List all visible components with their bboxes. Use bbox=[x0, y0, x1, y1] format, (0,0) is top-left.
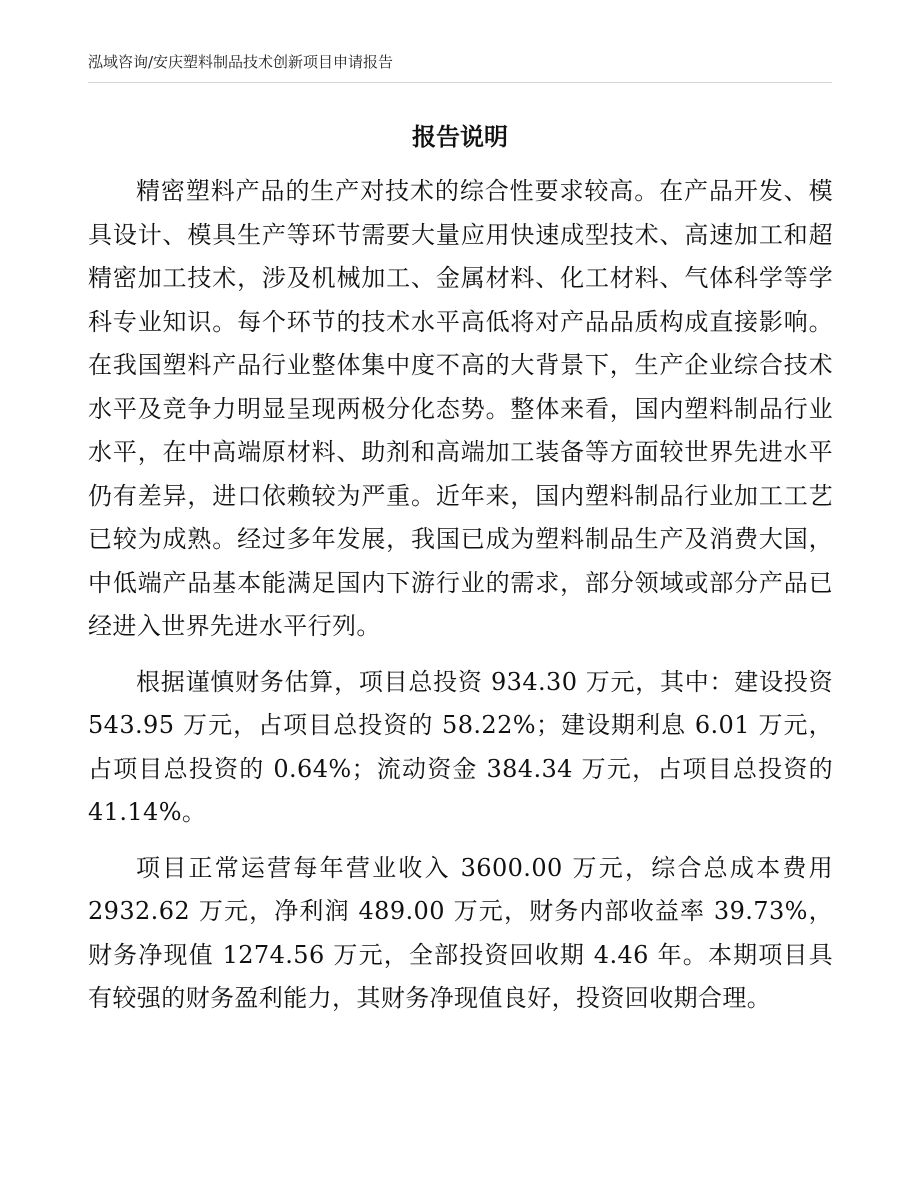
paragraph-industry-overview: 精密塑料产品的生产对技术的综合性要求较高。在产品开发、模具设计、模具生产等环节需要大量应用快速成型技术、高速加工和超精密加工技术，涉及机械加工、金属材料、化工材料、气体科学等学科专业知识。每个环节的技术水平高低将对产品品质构成直接影响。在我国塑料产品行业整体集中度不高的大背景下，生产企业综合技术水平及竞争力明显呈现两极分化态势。整体来看，国内塑料制品行业水平，在中高端原材料、助剂和高端加工装备等方面较世界先进水平仍有差异，进口依赖较为严重。近年来，国内塑料制品行业加工工艺已较为成熟。经过多年发展，我国已成为塑料制品生产及消费大国，中低端产品基本能满足国内下游行业的需求，部分领域或部分产品已经进入世界先进水平行列。 bbox=[88, 177, 833, 640]
section-title: 报告说明 bbox=[412, 123, 508, 151]
report-body bbox=[88, 170, 833, 1021]
paragraph-investment-estimate: 根据谨慎财务估算，项目总投资 934.30 万元，其中：建设投资 543.95 万元，占项目总投资的 58.22%；建设期利息 6.01 万元，占项目总投资的 0.64%；流动资金 384.34 万元，占项目总投资的 41.14%。 bbox=[88, 667, 833, 826]
header-divider bbox=[88, 82, 832, 83]
running-header: 泓域咨询/安庆塑料制品技术创新项目申请报告 bbox=[88, 53, 394, 71]
paragraph-financial-performance: 项目正常运营每年营业收入 3600.00 万元，综合总成本费用 2932.62 万元，净利润 489.00 万元，财务内部收益率 39.73%，财务净现值 1274.56 万元，全部投资回收期 4.46 年。本期项目具有较强的财务盈利能力，其财务净现值良好，投资回收期合理。 bbox=[88, 853, 833, 1012]
